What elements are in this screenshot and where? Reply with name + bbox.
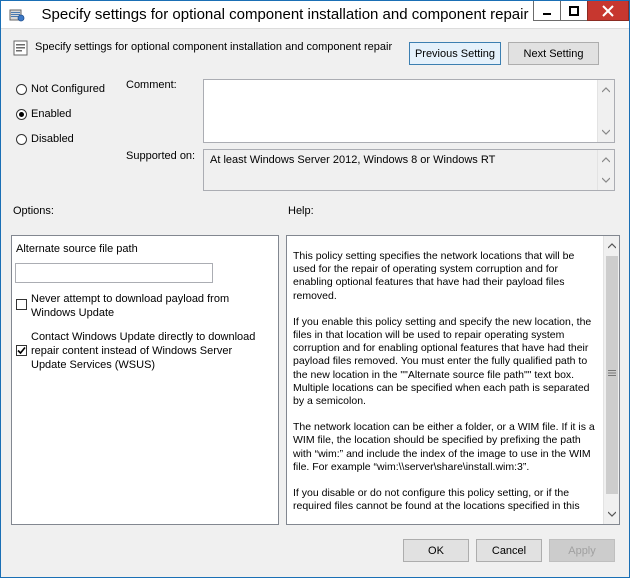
enabled-radio[interactable] — [16, 109, 27, 120]
supported-on-label: Supported on: — [126, 150, 196, 162]
close-icon — [602, 5, 614, 17]
scroll-up-icon[interactable] — [604, 238, 620, 254]
contact-wu-line-1: Contact Windows Update directly to download — [31, 331, 256, 343]
scroll-up-icon[interactable] — [598, 152, 614, 168]
help-text — [291, 250, 597, 524]
contact-wu-line-3: Update Services (WSUS) — [31, 359, 156, 371]
maximize-icon — [569, 6, 579, 16]
help-paragraph: The network location can be either a folder, or a WIM file. If it is a WIM file, the location should be specified by prefixing the path with “wim:” and include the index of the image to use in the WIM file. For example “wim:\\server\share\install.wim:3”. — [293, 421, 595, 473]
help-panel — [286, 235, 620, 525]
enabled-label: Enabled — [31, 108, 72, 120]
not-configured-radio[interactable] — [16, 84, 27, 95]
cancel-button[interactable]: Cancel — [476, 539, 542, 562]
scroll-down-icon[interactable] — [604, 506, 620, 522]
never-download-line-1: Never attempt to download payload from — [31, 293, 230, 305]
policy-setting-icon — [13, 40, 29, 56]
policy-name: Specify settings for optional component installation and component repair — [35, 41, 393, 53]
disabled-label: Disabled — [31, 133, 74, 145]
comment-scrollbar[interactable] — [597, 80, 614, 142]
ok-button[interactable]: OK — [403, 539, 469, 562]
contact-wu-label — [31, 330, 255, 372]
not-configured-label: Not Configured — [31, 83, 105, 95]
comment-textarea[interactable] — [203, 79, 615, 143]
grip-icon — [608, 369, 616, 377]
options-panel — [11, 235, 279, 525]
title-bar — [1, 1, 629, 29]
disabled-radio[interactable] — [16, 134, 27, 145]
help-paragraph: If you disable or do not configure this policy setting, or if the required files cannot be found at the locations specified in this — [293, 487, 580, 513]
alt-source-label: Alternate source file path — [16, 243, 138, 255]
contact-wu-line-2: repair content instead of Windows Server — [31, 345, 233, 357]
maximize-button[interactable] — [560, 1, 588, 21]
contact-wu-checkbox[interactable] — [16, 345, 27, 356]
apply-button[interactable]: Apply — [549, 539, 615, 562]
close-button[interactable] — [587, 1, 629, 21]
scroll-down-icon[interactable] — [598, 172, 614, 188]
minimize-button[interactable] — [533, 1, 561, 21]
help-heading: Help: — [288, 205, 314, 217]
scroll-up-icon[interactable] — [598, 82, 614, 98]
checkmark-icon — [17, 346, 26, 355]
window-title: Specify settings for optional component installation and component repair — [41, 6, 529, 23]
never-download-checkbox[interactable] — [16, 299, 27, 310]
supported-on-box — [203, 149, 615, 191]
help-paragraph: If you enable this policy setting and specify the new location, the files in that location will be used to repair operating system corruption and for enabling optional features that have had their payload files removed. You must enter the fully qualified path to the new location in the ""Alternate source file path"" text box. Multiple locations can be specified when each path is separated by a semicolon. — [293, 315, 592, 408]
previous-setting-button[interactable]: Previous Setting — [409, 42, 501, 65]
scroll-down-icon[interactable] — [598, 124, 614, 140]
help-scrollbar[interactable] — [603, 236, 619, 524]
alt-source-value — [16, 264, 212, 270]
comment-value — [204, 80, 614, 88]
help-paragraph: This policy setting specifies the network locations that will be used for the repair of operating system corruption and for enabling optional features that have had their payload files removed. — [293, 250, 575, 302]
never-download-line-2: Windows Update — [31, 307, 115, 319]
next-setting-button[interactable]: Next Setting — [508, 42, 599, 65]
supported-scrollbar[interactable] — [597, 150, 614, 190]
minimize-icon — [542, 6, 552, 16]
comment-label: Comment: — [126, 79, 177, 91]
options-heading: Options: — [13, 205, 54, 217]
help-scroll-thumb[interactable] — [606, 256, 618, 494]
supported-on-value: At least Windows Server 2012, Windows 8 or Windows RT — [210, 154, 496, 166]
alt-source-input[interactable] — [15, 263, 213, 283]
never-download-label — [31, 292, 229, 320]
